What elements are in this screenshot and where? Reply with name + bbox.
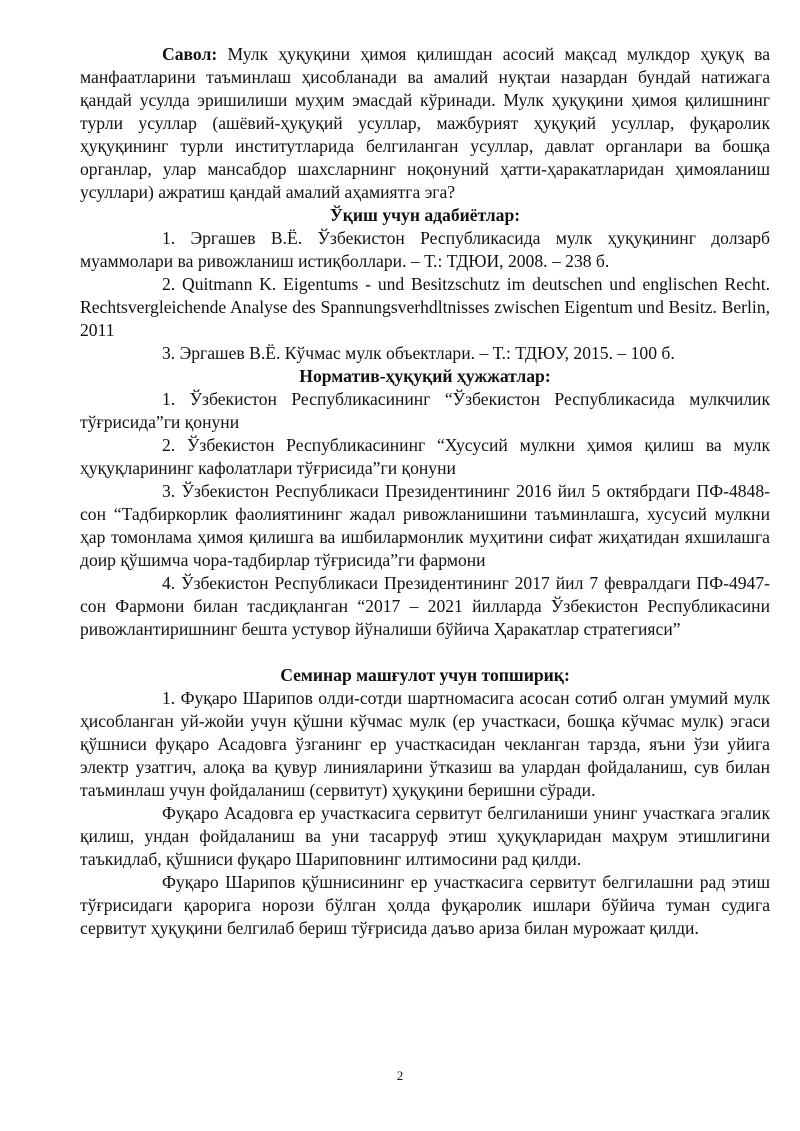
normative-item: 4. Ўзбекистон Республикаси Президентининг 2017 йил 7 февралдаги ПФ-4947-сон Фармони билан тасдиқланган “2017 – 2021 йилларда Ўзбекистон Республикасини ривожлантиришнинг бешта устувор йўналиши бўйича Ҳаракатлар стратегияси” [80,573,770,639]
seminar-paragraph: Фуқаро Шарипов қўшнисининг ер участкасига сервитут белгилашни рад этиш тўғрисидаги қарорига норози бўлган ҳолда фуқаролик ишлари бўйича туман судига сервитут ҳуқуқини белгилаб бериш тўғрисида даъво ариза билан мурожаат қилди. [80,872,770,938]
normative-item: 2. Ўзбекистон Республикасининг “Хусусий мулкни ҳимоя қилиш ва мулк ҳуқуқларининг кафолатлари тўғрисида”ги қонуни [80,435,770,478]
question-text: Мулк ҳуқуқини ҳимоя қилишдан асосий мақсад мулкдор ҳуқуқ ва манфаатларини таъминлаш ҳисобланади ва амалий нуқтаи назардан бундай натижага қандай усулда эришилиши муҳим эмасдай кўринади. Мулк ҳуқуқини ҳимоя қилишнинг турли усуллар (ашёвий-ҳуқуқий усуллар, мажбурият ҳуқуқий усуллар, фуқаролик ҳуқуқининг турли институтларида белгиланган усуллар, давлат органлари ва бошқа органлар, улар мансабдор шахсларнинг ноқонуний ҳатти-ҳаракатларидан ҳимояланиш усуллари) ажратиш қандай амалий аҳамиятга эга? [80,44,770,202]
seminar-heading: Семинар машғулот учун топшириқ: [280,665,570,685]
literature-item: 3. Эргашев В.Ё. Кўчмас мулк объектлари. – Т.: ТДЮУ, 2015. – 100 б. [162,343,675,363]
seminar-paragraph: Фуқаро Асадовга ер участкасига сервитут белгиланиши унинг участкага эгалик қилиш, ундан фойдаланиш ва уни тасарруф этиш ҳуқуқларидан маҳрум этишлигини таъкидлаб, қўшниси фуқаро Шариповнинг илтимосини рад қилди. [80,803,770,869]
page-number: 2 [396,1068,404,1083]
literature-heading: Ўқиш учун адабиётлар: [329,205,521,225]
section-gap [80,641,770,664]
literature-item: 1. Эргашев В.Ё. Ўзбекистон Республикасида мулк ҳуқуқининг долзарб муаммолари ва ривожланиш истиқболлари. – Т.: ТДЮИ, 2008. – 238 б. [80,228,770,271]
normative-item: 1. Ўзбекистон Республикасининг “Ўзбекистон Республикасида мулкчилик тўғрисида”ги қонуни [80,389,770,432]
seminar-paragraph: 1. Фуқаро Шарипов олди-сотди шартномасига асосан сотиб олган умумий мулк ҳисобланган уй-жойи учун қўшни кўчмас мулк (ер участкаси, бошқа кўчмас мулк) эгаси қўшниси фуқаро Асадовга ўзганинг ер участкасидан чекланган тарзда, яъни ўзи уйига электр узатгич, алоқа ва қувур линияларини ўтказиш ва улардан фойдаланиш, сув билан таъминлаш учун фойдаланиш (сервитут) ҳуқуқини беришни сўради. [80,688,770,800]
literature-item: 2. Quitmann K. Eigentums - und Besitzschutz im deutschen und englischen Recht. Rechtsvergleichende Analyse des Spannungsverhdltnisses zwischen Eigentum und Besitz. Berlin, 2011 [80,274,770,340]
normative-item: 3. Ўзбекистон Республикаси Президентининг 2016 йил 5 октябрдаги ПФ-4848-сон “Тадбиркорлик фаолиятининг жадал ривожланишини таъминлашга, хусусий мулкни ҳар томонлама ҳимоя қилишга ва ишбилармонлик муҳитини сифат жиҳатидан яхшилашга доир қўшимча чора-тадбирлар тўғрисида”ги фармони [80,481,770,570]
question-label: Савол: [162,44,218,64]
normative-heading: Норматив-ҳуқуқий ҳужжатлар: [299,366,551,386]
question-paragraph [80,43,770,204]
